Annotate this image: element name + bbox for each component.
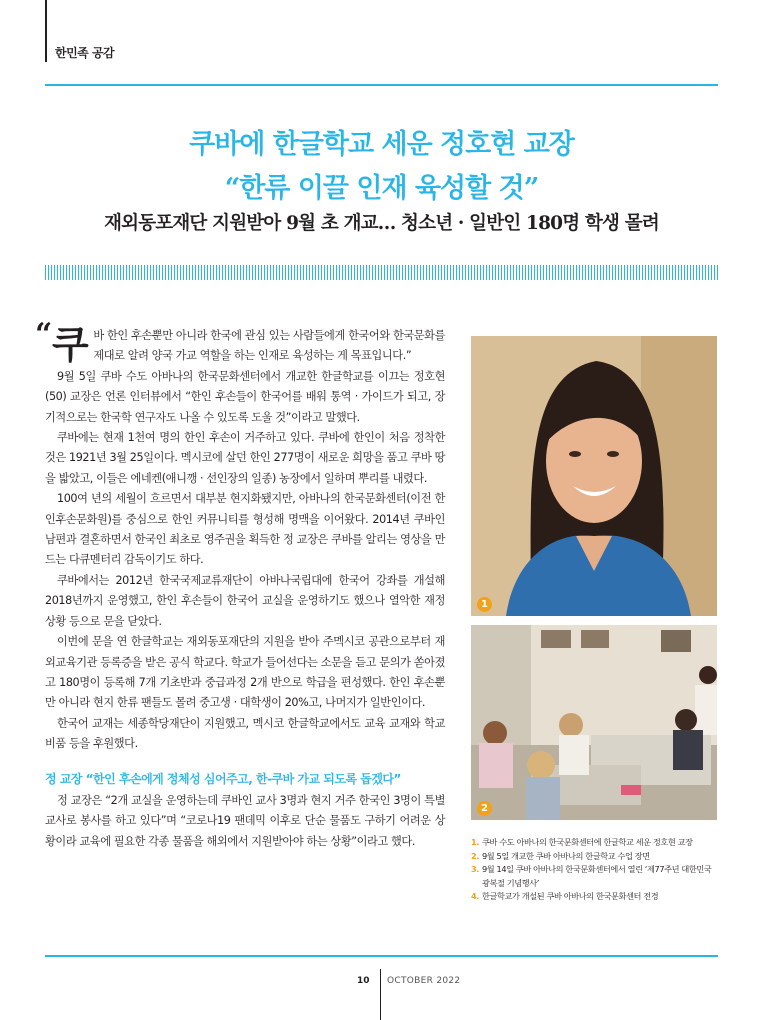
article-subheading: 정 교장 “한인 후손에게 정체성 심어주고, 한-쿠바 가교 되도록 돕겠다” [45, 771, 401, 786]
caption-text: 한글학교가 개설된 쿠바 아바나의 한국문화센터 전경 [482, 891, 659, 901]
portrait-photo [471, 336, 717, 616]
caption-item [471, 890, 721, 904]
caption-number: 2. [471, 850, 480, 861]
article-paragraph: 이번에 문을 연 한글학교는 재외동포재단의 지원을 받아 주멕시코 공관으로부터 재외교육기관 등록증을 받은 공식 학교다. 학교가 들어선다는 소문을 듣고 문의가 쏟아졌고 180명이 등록해 7개 기초반과 중급과정 2개 반으로 학급을 편성했다. 한인 후손뿐만 아니라 현지 한류 팬들도 몰려 중고생 · 대학생이 20%고, 나머지가 일반인이다. [45, 635, 445, 710]
article-paragraph: 한국어 교재는 세종학당재단이 지원했고, 멕시코 한글학교에서도 교육 교재와 학교 비품 등을 후원했다. [45, 716, 445, 751]
article-paragraph: 정 교장은 “2개 교실을 운영하는데 쿠바인 교사 3명과 현지 거주 한국인 3명이 특별교사로 봉사를 하고 있다”며 “코로나19 팬데믹 이후로 단순 물품도 구하기 어려운 상황이라 교육에 필요한 각종 물품을 해외에서 지원받아야 하는 상황”이라고 했다. [45, 793, 445, 848]
classroom-photo [471, 625, 717, 820]
article-paragraph: 100여 년의 세월이 흐르면서 대부분 현지화됐지만, 아바나의 한국문화센터(이전 한인후손문화원)를 중심으로 한인 커뮤니티를 형성해 명맥을 이어왔다. 2014년 쿠바인 남편과 결혼하면서 한국인 최초로 영주권을 획득한 정 교장은 쿠바를 알리는 영상을 만드는 다큐멘터리 감독이기도 하다. [45, 492, 445, 567]
photo-number-badge: 1 [477, 597, 492, 612]
caption-item [471, 850, 721, 864]
caption-number: 1. [471, 837, 480, 847]
caption-item [471, 863, 721, 890]
header-rule [45, 84, 718, 86]
issue-date: OCTOBER 2022 [387, 976, 461, 986]
article-paragraph: 쿠바에는 현재 1천여 명의 한인 후손이 거주하고 있다. 쿠바에 한인이 처음 정착한 것은 1921년 3월 25일이다. 멕시코에 살던 한인 277명이 새로운 희망을 품고 쿠바 땅을 밟았고, 이들은 에네켄(애니깽 · 선인장의 일종) 농장에서 일하며 뿌리를 내렸다. [45, 431, 445, 485]
footer-vertical-rule [380, 969, 381, 1020]
subheadline: 재외동포재단 지원받아 9월 초 개교… 청소년 · 일반인 180명 학생 몰려 [104, 213, 659, 234]
caption-text: 9월 5일 개교한 쿠바 아바나의 한글학교 수업 장면 [482, 850, 650, 861]
header-vertical-rule [45, 0, 47, 62]
caption-text: 쿠바 수도 아바나의 한국문화센터에 한글학교 세운 정호현 교장 [482, 837, 693, 847]
lead-text: 바 한인 후손뿐만 아니라 한국에 관심 있는 사람들에게 한국어와 한국문화를 제대로 알려 양국 가교 역할을 하는 인재로 육성하는 게 목표입니다.” [93, 329, 445, 363]
decorative-hatch-bar [45, 265, 718, 280]
lead-paragraph [45, 323, 445, 367]
headline-line-2: “한류 이끌 인재 육성할 것” [224, 173, 539, 204]
open-quote-mark: “ [35, 317, 52, 352]
headline-line-1: 쿠바에 한글학교 세운 정호현 교장 [189, 129, 574, 160]
photo-captions [471, 836, 721, 904]
portrait-illustration [471, 336, 717, 616]
footer-rule [45, 955, 718, 957]
article-paragraph: 쿠바에서는 2012년 한국국제교류재단이 아바나국립대에 한국어 강좌를 개설해 2018년까지 운영했고, 한인 후손들이 한국어 교실을 운영하기도 했으나 열악한 재정 상황 등으로 문을 닫았다. [45, 573, 445, 628]
page-number: 10 [357, 976, 370, 986]
caption-item [471, 836, 721, 850]
caption-number: 4. [471, 891, 480, 901]
article-paragraph: 9월 5일 쿠바 수도 아바나의 한국문화센터에서 개교한 한글학교를 이끄는 정호현(50) 교장은 언론 인터뷰에서 “한인 후손들이 한국어를 배워 통역 · 가이드가 되고, 장기적으로는 한국학 연구자도 나올 수 있도록 도울 것”이라고 말했다. [45, 369, 445, 424]
section-label: 한민족 공감 [55, 46, 115, 60]
caption-text: 9월 14일 쿠바 아바나의 한국문화센터에서 열린 ‘제77주년 대한민국 광복절 기념행사’ [482, 864, 712, 888]
dropcap: 쿠 [52, 323, 89, 367]
classroom-illustration [471, 625, 717, 820]
article-body [35, 317, 445, 852]
photo-number-badge: 2 [477, 801, 492, 816]
caption-number: 3. [471, 864, 480, 874]
